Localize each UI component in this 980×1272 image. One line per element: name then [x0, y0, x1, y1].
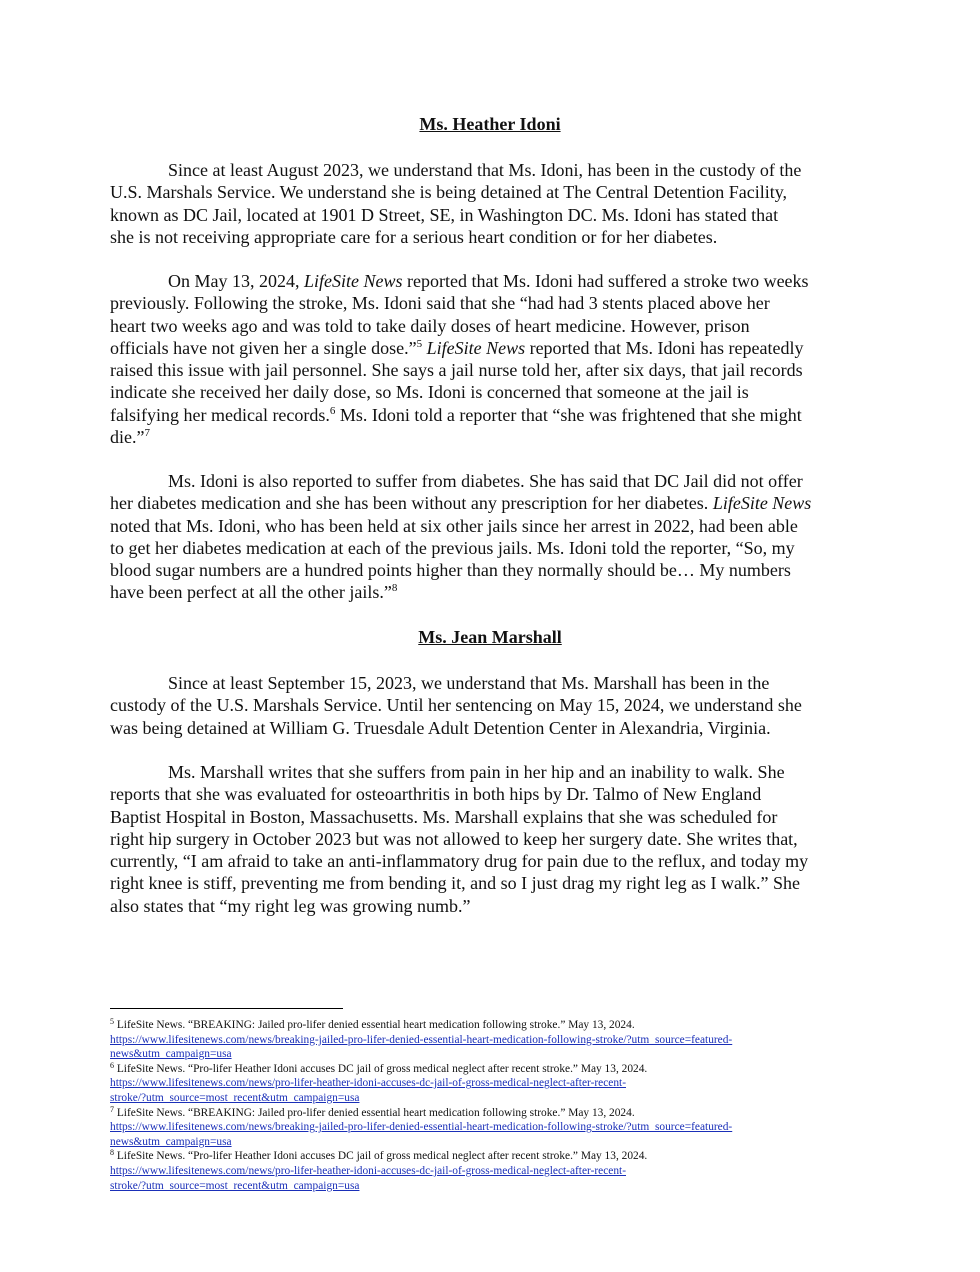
paragraph-idoni-diabetes	[110, 470, 870, 604]
footnote-number: 8	[110, 1148, 114, 1158]
footnote-link[interactable]: news&utm_campaign=usa	[110, 1048, 232, 1061]
footnote-divider	[110, 1008, 343, 1009]
text-span: reported that Ms. Idoni has repeatedly	[525, 337, 804, 358]
paragraph-marshall-hip	[110, 761, 870, 917]
publication-name: LifeSite News	[712, 493, 812, 514]
text-line: right knee is stiff, preventing me from bending it, and so I just drag my right leg as I walk.” She	[110, 873, 801, 894]
footnote-ref[interactable]: 5	[416, 337, 423, 350]
text-span: On May 13, 2024,	[168, 271, 304, 291]
footnote-citation	[110, 1106, 870, 1121]
text-line: indicate she received her daily dose, so Ms. Idoni is concerned that someone at the jail is	[110, 382, 749, 403]
text-line: blood sugar numbers are a hundred points higher than they normally should be… My numbers	[110, 560, 791, 581]
heading-jean-marshall: Ms. Jean Marshall	[418, 627, 562, 647]
text-line: previously. Following the stroke, Ms. Idoni said that she “had had 3 stents placed above her	[110, 293, 770, 314]
footnote-number: 6	[110, 1060, 114, 1070]
footnote-citation	[110, 1018, 870, 1033]
text-line: Baptist Hospital in Boston, Massachusetts. Ms. Marshall explains that she was scheduled for	[110, 806, 778, 827]
text-line	[110, 404, 870, 426]
footnote-link[interactable]: stroke/?utm_source=most_recent&utm_campaign=usa	[110, 1179, 360, 1192]
text-line: right hip surgery in October 2023 but was not allowed to keep her surgery date. She writes that,	[110, 828, 798, 849]
text-span: have been perfect at all the other jails.”	[110, 582, 392, 603]
paragraph-marshall-custody	[110, 672, 870, 739]
text-line: currently, “I am afraid to take an anti-inflammatory drug for pain due to the reflux, and today my	[110, 851, 809, 872]
text-line	[110, 270, 870, 292]
text-line: she is not receiving appropriate care for a serious heart condition or for her diabetes.	[110, 226, 718, 247]
footnote-number: 5	[110, 1017, 114, 1026]
heading-heather-idoni: Ms. Heather Idoni	[419, 114, 561, 134]
footnote-5	[110, 1018, 870, 1062]
text-line	[110, 492, 870, 514]
text-line: to get her diabetes medication at each of the previous jails. Ms. Idoni told the reporter, “So, my	[110, 537, 795, 558]
footnote-ref[interactable]: 8	[391, 582, 398, 595]
footnote-8	[110, 1149, 870, 1193]
footnote-link[interactable]: https://www.lifesitenews.com/news/breaking-jailed-pro-lifer-denied-essential-heart-medication-following-stroke/?utm_source=featured-	[110, 1121, 733, 1134]
text-span: her diabetes medication and she has been without any prescription for her diabetes.	[110, 493, 713, 514]
text-span: officials have not given her a single dose.”	[110, 337, 417, 358]
publication-name: LifeSite News	[426, 337, 526, 358]
publication-name: LifeSite News	[304, 271, 403, 291]
text-line: Since at least August 2023, we understand that Ms. Idoni, has been in the custody of the	[168, 160, 802, 180]
footnote-citation	[110, 1062, 870, 1077]
footnote-text: LifeSite News. “Pro-lifer Heather Idoni accuses DC jail of gross medical neglect after recent stroke.” May 13, 2024.	[114, 1150, 648, 1163]
text-span: Ms. Idoni told a reporter that “she was frightened that she might	[335, 404, 802, 425]
paragraph-idoni-stroke	[110, 270, 870, 448]
text-line: was being detained at William G. Truesdale Adult Detention Center in Alexandria, Virginia.	[110, 717, 771, 738]
text-line	[110, 426, 870, 448]
footnote-link[interactable]: https://www.lifesitenews.com/news/breaking-jailed-pro-lifer-denied-essential-heart-medication-following-stroke/?utm_source=featured-	[110, 1033, 733, 1046]
text-line: noted that Ms. Idoni, who has been held at six other jails since her arrest in 2022, had been able	[110, 515, 798, 536]
text-line: U.S. Marshals Service. We understand she is being detained at The Central Detention Facility,	[110, 182, 788, 203]
text-line: raised this issue with jail personnel. She says a jail nurse told her, after six days, that jail records	[110, 360, 803, 381]
paragraph-idoni-custody	[110, 159, 870, 248]
text-line: Ms. Marshall writes that she suffers from pain in her hip and an inability to walk. She	[168, 762, 785, 782]
footnote-link[interactable]: stroke/?utm_source=most_recent&utm_campaign=usa	[110, 1091, 360, 1104]
text-span: die.”	[110, 427, 145, 448]
footnote-link[interactable]: https://www.lifesitenews.com/news/pro-lifer-heather-idoni-accuses-dc-jail-of-gross-medical-neglect-after-recent-	[110, 1077, 626, 1090]
text-line: also states that “my right leg was growing numb.”	[110, 895, 471, 916]
footnote-7	[110, 1106, 870, 1150]
footnote-text: LifeSite News. “Pro-lifer Heather Idoni accuses DC jail of gross medical neglect after recent stroke.” May 13, 2024.	[114, 1062, 648, 1075]
text-line: reports that she was evaluated for osteoarthritis in both hips by Dr. Talmo of New England	[110, 784, 762, 805]
text-line	[110, 337, 870, 359]
text-span: reported that Ms. Idoni had suffered a stroke two weeks	[402, 271, 809, 291]
text-line: heart two weeks ago and was told to take daily doses of heart medicine. However, prison	[110, 315, 750, 336]
footnote-citation	[110, 1149, 870, 1164]
footnote-ref[interactable]: 7	[144, 427, 150, 440]
footnote-6	[110, 1062, 870, 1106]
text-line: custody of the U.S. Marshals Service. Until her sentencing on May 15, 2024, we understand she	[110, 695, 802, 716]
footnote-text: LifeSite News. “BREAKING: Jailed pro-lifer denied essential heart medication following stroke.” May 13, 2024.	[114, 1019, 635, 1031]
text-line	[110, 581, 870, 603]
footnote-link[interactable]: https://www.lifesitenews.com/news/pro-lifer-heather-idoni-accuses-dc-jail-of-gross-medical-neglect-after-recent-	[110, 1164, 626, 1177]
footnote-ref[interactable]: 6	[329, 404, 336, 417]
footnote-link[interactable]: news&utm_campaign=usa	[110, 1135, 232, 1148]
text-line: known as DC Jail, located at 1901 D Street, SE, in Washington DC. Ms. Idoni has stated that	[110, 204, 779, 225]
footnote-text: LifeSite News. “BREAKING: Jailed pro-lifer denied essential heart medication following stroke.” May 13, 2024.	[114, 1106, 635, 1119]
text-line: Since at least September 15, 2023, we understand that Ms. Marshall has been in the	[168, 673, 770, 693]
footnotes	[110, 1018, 870, 1193]
text-line: Ms. Idoni is also reported to suffer from diabetes. She has said that DC Jail did not offer	[168, 471, 803, 491]
text-span: falsifying her medical records.	[110, 404, 330, 425]
footnote-number: 7	[110, 1104, 114, 1114]
